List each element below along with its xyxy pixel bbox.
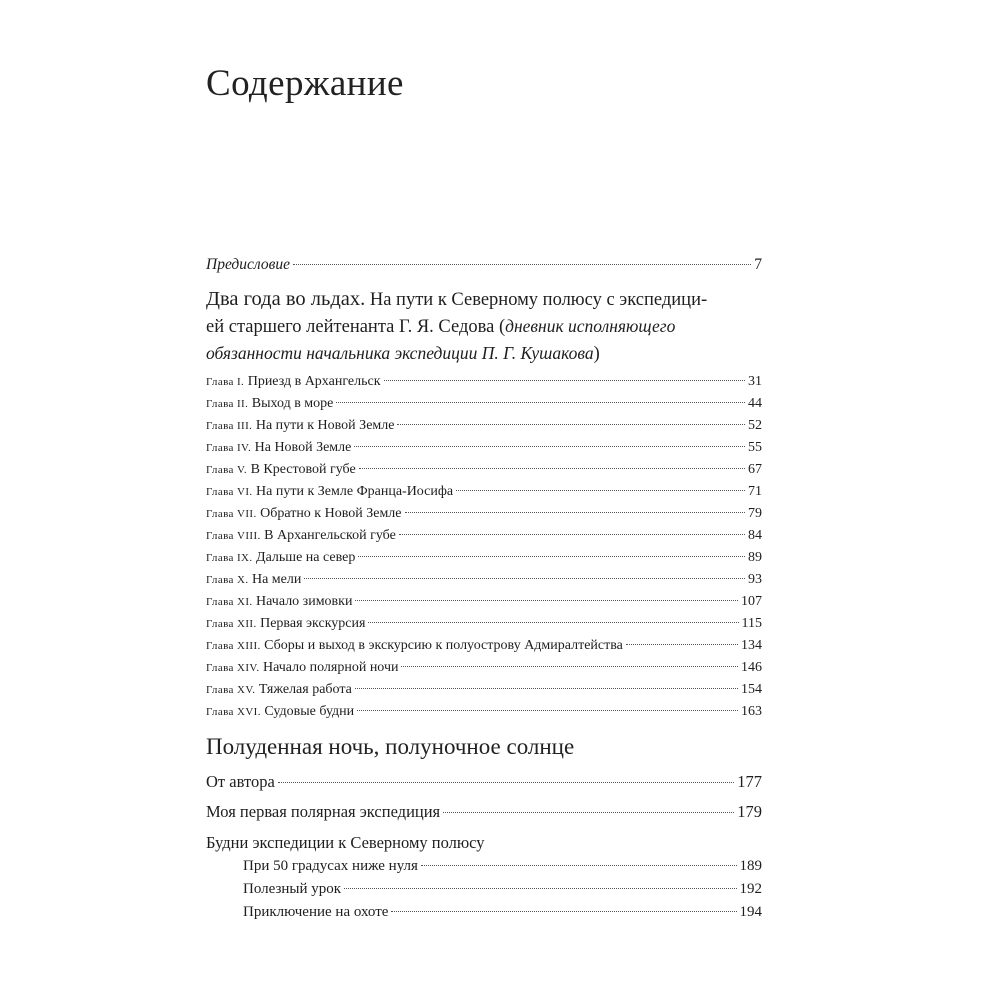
dot-leader [354,446,745,447]
toc-entry-chapter [206,548,762,568]
toc-entry-chapter [206,438,762,458]
chapter-title: Тяжелая работа [258,682,352,697]
part1-title-block [206,286,762,367]
part1-subtitle-line3-italic: обязанности начальника экспедиции П. Г. Кушакова [206,343,594,363]
chapter-prefix: Глава VI. [206,486,253,498]
toc-page-number: 89 [748,550,762,565]
chapter-prefix: Глава IV. [206,442,252,454]
toc-entry-chapter [206,680,762,700]
part2-title: Полуденная ночь, полуночное солнце [206,734,575,759]
toc-entry-chapter [206,570,762,590]
toc-entry-chapter [206,592,762,612]
dot-leader [391,911,736,912]
toc-page-number: 146 [741,660,762,675]
chapter-prefix: Глава XVI. [206,706,261,718]
chapter-title: В Архангельской губе [264,528,396,543]
toc-page-number: 179 [737,802,762,821]
dot-leader [344,888,736,889]
chapter-prefix: Глава XI. [206,596,253,608]
chapter-prefix: Глава VII. [206,508,257,520]
subsection-title: Будни экспедиции к Северному полюсу [206,833,485,852]
dot-leader [355,600,738,601]
chapter-title: Судовые будни [264,704,355,719]
toc-entry-chapter [206,636,762,656]
toc-page-number: 154 [741,682,762,697]
dot-leader [397,424,745,425]
dot-leader [421,865,737,866]
toc-entry-first-expedition [206,802,762,822]
dot-leader [355,688,738,689]
toc-page-number: 115 [741,616,762,631]
chapter-title: Обратно к Новой Земле [260,506,402,521]
chapter-prefix: Глава XIV. [206,662,260,674]
chapter-title: Дальше на север [256,550,356,565]
chapter-prefix: Глава II. [206,398,249,410]
toc-page-number: 93 [748,572,762,587]
chapter-prefix: Глава XII. [206,618,257,630]
toc-entry-subitem [243,902,762,922]
chapter-title: Приезд в Архангельск [247,374,381,389]
chapter-prefix: Глава III. [206,420,253,432]
dot-leader [384,380,746,381]
toc-page-number: 44 [748,396,762,411]
toc-entry-label: При 50 градусах ниже нуля [243,858,418,874]
part1-title: Два года во льдах. [206,288,366,310]
dot-leader [358,556,745,557]
toc-page-number: 79 [748,506,762,521]
toc-entry-label: От автора [206,772,275,791]
chapter-title: На Новой Земле [254,440,352,455]
part1-subtitle-line2-italic: дневник исполняющего [505,316,676,336]
toc-entry-chapter [206,702,762,722]
chapter-prefix: Глава XIII. [206,640,261,652]
dot-leader [336,402,745,403]
chapter-title: Начало зимовки [256,594,353,609]
toc-page-number: 7 [754,256,762,273]
chapter-prefix: Глава I. [206,376,245,388]
dot-leader [293,264,751,265]
toc-entry-label: Моя первая полярная экспедиция [206,802,441,821]
chapter-title: На пути к Новой Земле [255,418,395,433]
toc-entry-chapter [206,658,762,678]
chapter-title: Начало полярной ночи [262,660,399,675]
dot-leader [405,512,745,513]
toc-page-number: 194 [739,904,762,920]
dot-leader [443,812,734,813]
toc-page-number: 192 [739,881,762,897]
part1-subtitle-line1: На пути к Северному полюсу с экспедици- [369,290,708,310]
toc-page-number: 107 [741,594,762,609]
toc-page-number: 177 [737,772,762,791]
dot-leader [278,782,734,783]
toc-page-number: 31 [748,374,762,389]
toc-page-number: 71 [748,484,762,499]
toc-entry-label: Полезный урок [243,881,342,897]
part1-subtitle-close: ) [593,344,600,364]
toc-entry-chapter [206,394,762,414]
chapter-title: Выход в море [251,396,334,411]
toc-entry-subitem [243,856,762,876]
toc-entry-preface [206,255,762,275]
toc-entry-label: Предисловие [206,256,290,273]
toc-entry-chapter [206,372,762,392]
toc-page-number: 52 [748,418,762,433]
toc-entry-chapter [206,482,762,502]
dot-leader [399,534,745,535]
chapter-title: На пути к Земле Франца-Иосифа [256,484,454,499]
toc-page-number: 84 [748,528,762,543]
toc-entry-chapter [206,614,762,634]
chapter-title: Сборы и выход в экскурсию к полуострову Адмиралтейства [264,638,623,653]
toc-page-number: 163 [741,704,762,719]
toc-entry-from-author [206,772,762,792]
dot-leader [304,578,745,579]
chapter-title: На мели [251,572,302,587]
chapter-prefix: Глава V. [206,464,248,476]
toc-entry-chapter [206,416,762,436]
toc-page-number: 67 [748,462,762,477]
page-title: Содержание [206,63,404,104]
chapter-prefix: Глава XV. [206,684,256,696]
dot-leader [626,644,738,645]
chapter-title: В Крестовой губе [250,462,356,477]
dot-leader [401,666,738,667]
dot-leader [456,490,745,491]
toc-page-number: 134 [741,638,762,653]
dot-leader [368,622,738,623]
chapter-prefix: Глава X. [206,574,249,586]
dot-leader [359,468,745,469]
toc-page-number: 55 [748,440,762,455]
chapter-prefix: Глава IX. [206,552,253,564]
dot-leader [357,710,738,711]
chapter-title: Первая экскурсия [260,616,366,631]
toc-entry-chapter [206,504,762,524]
part1-subtitle-line2: ей старшего лейтенанта Г. Я. Седова ( [206,317,506,337]
chapter-prefix: Глава VIII. [206,530,261,542]
toc-entry-chapter [206,460,762,480]
toc-entry-subitem [243,879,762,899]
toc-entry-label: Приключение на охоте [243,904,389,920]
toc-entry-chapter [206,526,762,546]
toc-page-number: 189 [739,858,762,874]
